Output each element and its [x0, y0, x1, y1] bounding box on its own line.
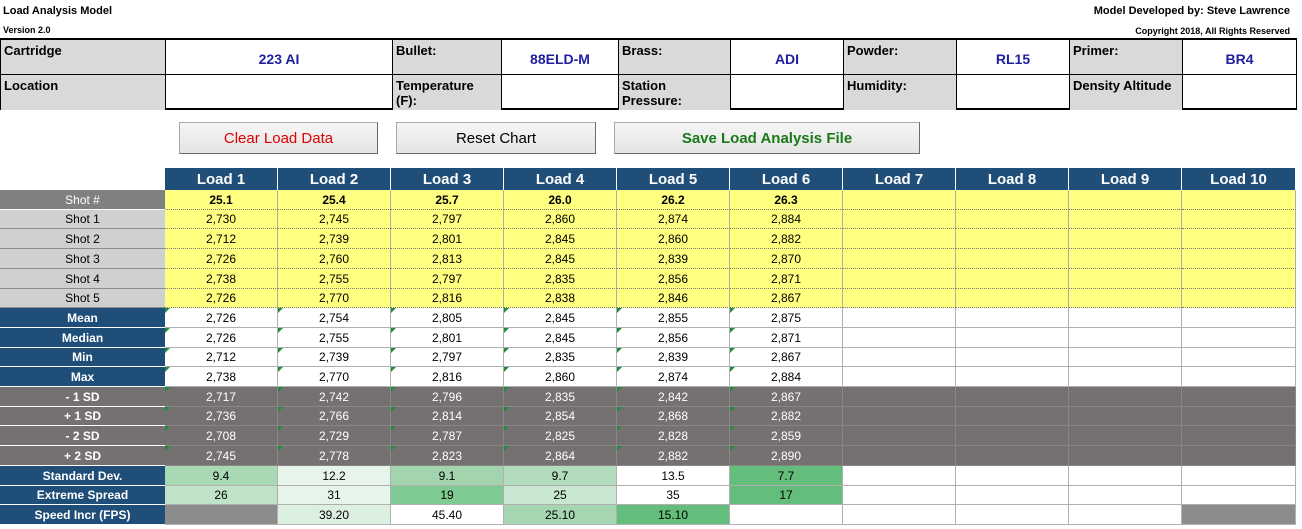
- sd-cell: 2,854: [504, 407, 617, 426]
- summary-cell: 17: [730, 486, 843, 505]
- velocity-cell[interactable]: [1069, 289, 1182, 308]
- save-load-analysis-file-button[interactable]: Save Load Analysis File: [614, 122, 920, 154]
- stat-cell: [956, 348, 1069, 367]
- summary-cell: 12.2: [278, 466, 391, 486]
- velocity-cell[interactable]: 2,884: [730, 210, 843, 229]
- velocity-cell[interactable]: [843, 229, 956, 249]
- charge-weight-cell[interactable]: [1069, 190, 1182, 210]
- stat-row-label: Median: [0, 328, 165, 348]
- velocity-cell[interactable]: 2,845: [504, 229, 617, 249]
- summary-cell: [730, 505, 843, 525]
- velocity-cell[interactable]: 2,797: [391, 210, 504, 229]
- sd-row-label: - 1 SD: [0, 387, 165, 407]
- shot-row-label: Shot 1: [0, 210, 165, 229]
- summary-cell: [1069, 505, 1182, 525]
- powder-label: Powder:: [844, 40, 957, 74]
- stat-row-label: Max: [0, 367, 165, 387]
- velocity-cell[interactable]: [956, 289, 1069, 308]
- velocity-cell[interactable]: [1182, 229, 1296, 249]
- velocity-cell[interactable]: 2,745: [278, 210, 391, 229]
- sd-cell: [843, 426, 956, 446]
- velocity-cell[interactable]: [956, 229, 1069, 249]
- location-value[interactable]: [166, 75, 393, 110]
- velocity-cell[interactable]: [1182, 269, 1296, 289]
- velocity-cell[interactable]: 2,738: [165, 269, 278, 289]
- stat-cell: 2,856: [617, 328, 730, 348]
- velocity-cell[interactable]: [1069, 210, 1182, 229]
- velocity-cell[interactable]: 2,839: [617, 249, 730, 269]
- load-header-4[interactable]: Load 4: [504, 168, 617, 190]
- sd-cell: 2,882: [730, 407, 843, 426]
- summary-cell: 9.4: [165, 466, 278, 486]
- stat-cell: 2,845: [504, 328, 617, 348]
- summary-cell: [1069, 486, 1182, 505]
- velocity-cell[interactable]: [843, 249, 956, 269]
- summary-row-label: Speed Incr (FPS): [0, 505, 165, 525]
- sd-cell: 2,814: [391, 407, 504, 426]
- stat-cell: 2,739: [278, 348, 391, 367]
- summary-cell: 7.7: [730, 466, 843, 486]
- velocity-cell[interactable]: [1182, 289, 1296, 308]
- stat-cell: [1182, 367, 1296, 387]
- summary-cell: [1182, 466, 1296, 486]
- sd-cell: [956, 407, 1069, 426]
- temperature-label: Temperature (F):: [393, 75, 502, 110]
- sd-cell: [1182, 426, 1296, 446]
- stat-cell: 2,835: [504, 348, 617, 367]
- velocity-cell[interactable]: 2,845: [504, 249, 617, 269]
- velocity-cell[interactable]: 2,739: [278, 229, 391, 249]
- velocity-cell[interactable]: 2,871: [730, 269, 843, 289]
- shot-row-label: Shot 2: [0, 229, 165, 249]
- summary-cell: 13.5: [617, 466, 730, 486]
- load-header-2[interactable]: Load 2: [278, 168, 391, 190]
- charge-weight-cell[interactable]: 25.4: [278, 190, 391, 210]
- sd-row-label: - 2 SD: [0, 426, 165, 446]
- bullet-label: Bullet:: [393, 40, 502, 74]
- velocity-cell[interactable]: 2,860: [504, 210, 617, 229]
- sd-cell: [956, 446, 1069, 466]
- summary-cell: 26: [165, 486, 278, 505]
- sd-cell: 2,890: [730, 446, 843, 466]
- primer-value[interactable]: BR4: [1183, 40, 1297, 74]
- stat-cell: 2,860: [504, 367, 617, 387]
- cartridge-label: Cartridge: [1, 40, 166, 74]
- stat-cell: 2,770: [278, 367, 391, 387]
- stat-row-label: Mean: [0, 308, 165, 328]
- sd-cell: 2,835: [504, 387, 617, 407]
- summary-cell: [1069, 466, 1182, 486]
- velocity-cell[interactable]: 2,870: [730, 249, 843, 269]
- velocity-cell[interactable]: 2,882: [730, 229, 843, 249]
- velocity-cell[interactable]: 2,760: [278, 249, 391, 269]
- stat-cell: [1069, 328, 1182, 348]
- charge-weight-cell[interactable]: 25.1: [165, 190, 278, 210]
- stat-cell: 2,816: [391, 367, 504, 387]
- summary-cell: 31: [278, 486, 391, 505]
- stat-cell: 2,874: [617, 367, 730, 387]
- shot-number-label: Shot #: [0, 190, 165, 210]
- velocity-cell[interactable]: 2,797: [391, 269, 504, 289]
- sd-cell: 2,882: [617, 446, 730, 466]
- velocity-cell[interactable]: [956, 210, 1069, 229]
- summary-cell: 19: [391, 486, 504, 505]
- developer-credit: Model Developed by: Steve Lawrence: [1093, 5, 1290, 17]
- load-info-panel: [0, 38, 1297, 110]
- sd-cell: 2,729: [278, 426, 391, 446]
- sd-cell: [843, 387, 956, 407]
- stat-cell: 2,845: [504, 308, 617, 328]
- brass-value[interactable]: ADI: [731, 40, 844, 74]
- velocity-cell[interactable]: [1069, 249, 1182, 269]
- sd-cell: 2,842: [617, 387, 730, 407]
- sd-cell: 2,787: [391, 426, 504, 446]
- humidity-value[interactable]: [957, 75, 1070, 110]
- velocity-cell[interactable]: [956, 249, 1069, 269]
- velocity-cell[interactable]: 2,816: [391, 289, 504, 308]
- charge-weight-cell[interactable]: 26.2: [617, 190, 730, 210]
- summary-cell: [956, 486, 1069, 505]
- charge-weight-cell[interactable]: 25.7: [391, 190, 504, 210]
- sd-cell: 2,867: [730, 387, 843, 407]
- sd-cell: 2,778: [278, 446, 391, 466]
- velocity-cell[interactable]: [956, 269, 1069, 289]
- sd-cell: [1069, 426, 1182, 446]
- summary-cell: 9.7: [504, 466, 617, 486]
- summary-cell: [1182, 486, 1296, 505]
- stat-cell: [1182, 308, 1296, 328]
- stat-cell: [1069, 308, 1182, 328]
- velocity-cell[interactable]: [1182, 210, 1296, 229]
- velocity-cell[interactable]: [1069, 269, 1182, 289]
- velocity-cell[interactable]: 2,755: [278, 269, 391, 289]
- stat-cell: 2,867: [730, 348, 843, 367]
- sd-cell: [843, 407, 956, 426]
- load-header-3[interactable]: Load 3: [391, 168, 504, 190]
- load-header-7[interactable]: Load 7: [843, 168, 956, 190]
- density-altitude-value[interactable]: [1183, 75, 1297, 110]
- summary-cell: [165, 505, 278, 525]
- summary-cell: 25.10: [504, 505, 617, 525]
- summary-cell: [956, 466, 1069, 486]
- velocity-cell[interactable]: 2,838: [504, 289, 617, 308]
- charge-weight-cell[interactable]: [1182, 190, 1296, 210]
- velocity-cell[interactable]: 2,860: [617, 229, 730, 249]
- velocity-cell[interactable]: [843, 289, 956, 308]
- summary-cell: [1182, 505, 1296, 525]
- stat-cell: [1069, 367, 1182, 387]
- shot-row-label: Shot 4: [0, 269, 165, 289]
- sd-cell: 2,823: [391, 446, 504, 466]
- summary-row-label: Standard Dev.: [0, 466, 165, 486]
- sd-cell: 2,717: [165, 387, 278, 407]
- sd-cell: [843, 446, 956, 466]
- stat-cell: 2,884: [730, 367, 843, 387]
- stat-cell: 2,801: [391, 328, 504, 348]
- charge-weight-cell[interactable]: 26.0: [504, 190, 617, 210]
- charge-weight-cell[interactable]: [843, 190, 956, 210]
- humidity-label: Humidity:: [844, 75, 957, 110]
- stat-row-label: Min: [0, 348, 165, 367]
- stat-cell: 2,755: [278, 328, 391, 348]
- summary-cell: [843, 505, 956, 525]
- sd-cell: 2,708: [165, 426, 278, 446]
- velocity-cell[interactable]: 2,835: [504, 269, 617, 289]
- velocity-cell[interactable]: 2,730: [165, 210, 278, 229]
- stat-cell: [843, 308, 956, 328]
- sd-row-label: + 1 SD: [0, 407, 165, 426]
- stat-cell: [1182, 348, 1296, 367]
- stat-cell: 2,726: [165, 328, 278, 348]
- sd-cell: 2,766: [278, 407, 391, 426]
- sd-cell: 2,868: [617, 407, 730, 426]
- stat-cell: [843, 348, 956, 367]
- stat-cell: [1182, 328, 1296, 348]
- copyright-notice: Copyright 2018, All Rights Reserved: [1135, 26, 1290, 36]
- shot-row-label: Shot 5: [0, 289, 165, 308]
- velocity-cell[interactable]: 2,712: [165, 229, 278, 249]
- cartridge-value[interactable]: 223 AI: [166, 40, 393, 74]
- velocity-cell[interactable]: 2,726: [165, 289, 278, 308]
- shot-row-label: Shot 3: [0, 249, 165, 269]
- load-header-8[interactable]: Load 8: [956, 168, 1069, 190]
- stat-cell: 2,797: [391, 348, 504, 367]
- sd-cell: 2,745: [165, 446, 278, 466]
- velocity-cell[interactable]: 2,770: [278, 289, 391, 308]
- info-row-components: [1, 40, 1297, 75]
- load-header-9[interactable]: Load 9: [1069, 168, 1182, 190]
- sd-cell: [1069, 407, 1182, 426]
- velocity-cell[interactable]: 2,726: [165, 249, 278, 269]
- brass-label: Brass:: [619, 40, 731, 74]
- sd-cell: [956, 426, 1069, 446]
- velocity-cell[interactable]: 2,867: [730, 289, 843, 308]
- info-row-conditions: [1, 75, 1297, 110]
- stat-cell: [843, 328, 956, 348]
- velocity-cell[interactable]: 2,813: [391, 249, 504, 269]
- stat-cell: 2,738: [165, 367, 278, 387]
- stat-cell: 2,712: [165, 348, 278, 367]
- sd-cell: [1182, 407, 1296, 426]
- summary-cell: 25: [504, 486, 617, 505]
- summary-cell: 39.20: [278, 505, 391, 525]
- load-header-5[interactable]: Load 5: [617, 168, 730, 190]
- station-pressure-value[interactable]: [731, 75, 844, 110]
- summary-cell: 35: [617, 486, 730, 505]
- velocity-cell[interactable]: [1182, 249, 1296, 269]
- stat-cell: [843, 367, 956, 387]
- velocity-cell[interactable]: 2,874: [617, 210, 730, 229]
- summary-cell: 45.40: [391, 505, 504, 525]
- stat-cell: 2,855: [617, 308, 730, 328]
- summary-cell: [956, 505, 1069, 525]
- sd-cell: [1069, 446, 1182, 466]
- velocity-cell[interactable]: 2,846: [617, 289, 730, 308]
- stat-cell: [956, 328, 1069, 348]
- station-pressure-label: Station Pressure:: [619, 75, 731, 110]
- load-header-6[interactable]: Load 6: [730, 168, 843, 190]
- primer-label: Primer:: [1070, 40, 1183, 74]
- velocity-cell[interactable]: [843, 210, 956, 229]
- charge-weight-cell[interactable]: 26.3: [730, 190, 843, 210]
- stat-cell: [956, 308, 1069, 328]
- stat-cell: 2,754: [278, 308, 391, 328]
- velocity-cell[interactable]: [1069, 229, 1182, 249]
- summary-row-label: Extreme Spread: [0, 486, 165, 505]
- bullet-value[interactable]: 88ELD-M: [502, 40, 619, 74]
- velocity-cell[interactable]: [843, 269, 956, 289]
- summary-cell: [843, 466, 956, 486]
- stat-cell: 2,839: [617, 348, 730, 367]
- reset-chart-button[interactable]: Reset Chart: [396, 122, 596, 154]
- temperature-value[interactable]: [502, 75, 619, 110]
- stat-cell: [1069, 348, 1182, 367]
- stat-cell: [956, 367, 1069, 387]
- sd-cell: [1182, 387, 1296, 407]
- sd-cell: [1069, 387, 1182, 407]
- sd-cell: [956, 387, 1069, 407]
- sd-cell: 2,736: [165, 407, 278, 426]
- stat-cell: 2,805: [391, 308, 504, 328]
- velocity-cell[interactable]: 2,801: [391, 229, 504, 249]
- clear-load-data-button[interactable]: Clear Load Data: [179, 122, 378, 154]
- charge-weight-cell[interactable]: [956, 190, 1069, 210]
- sd-cell: 2,796: [391, 387, 504, 407]
- sd-row-label: + 2 SD: [0, 446, 165, 466]
- app-version: Version 2.0: [3, 25, 51, 35]
- sd-cell: 2,742: [278, 387, 391, 407]
- stat-cell: 2,871: [730, 328, 843, 348]
- summary-cell: 15.10: [617, 505, 730, 525]
- app-title: Load Analysis Model: [3, 5, 113, 17]
- sd-cell: 2,828: [617, 426, 730, 446]
- summary-cell: 9.1: [391, 466, 504, 486]
- load-header-1[interactable]: Load 1: [165, 168, 278, 190]
- load-header-10[interactable]: Load 10: [1182, 168, 1296, 190]
- sd-cell: 2,859: [730, 426, 843, 446]
- sd-cell: [1182, 446, 1296, 466]
- stat-cell: 2,726: [165, 308, 278, 328]
- powder-value[interactable]: RL15: [957, 40, 1070, 74]
- location-label: Location: [1, 75, 166, 110]
- stat-cell: 2,875: [730, 308, 843, 328]
- density-altitude-label: Density Altitude: [1070, 75, 1183, 110]
- sd-cell: 2,825: [504, 426, 617, 446]
- sd-cell: 2,864: [504, 446, 617, 466]
- summary-cell: [843, 486, 956, 505]
- velocity-cell[interactable]: 2,856: [617, 269, 730, 289]
